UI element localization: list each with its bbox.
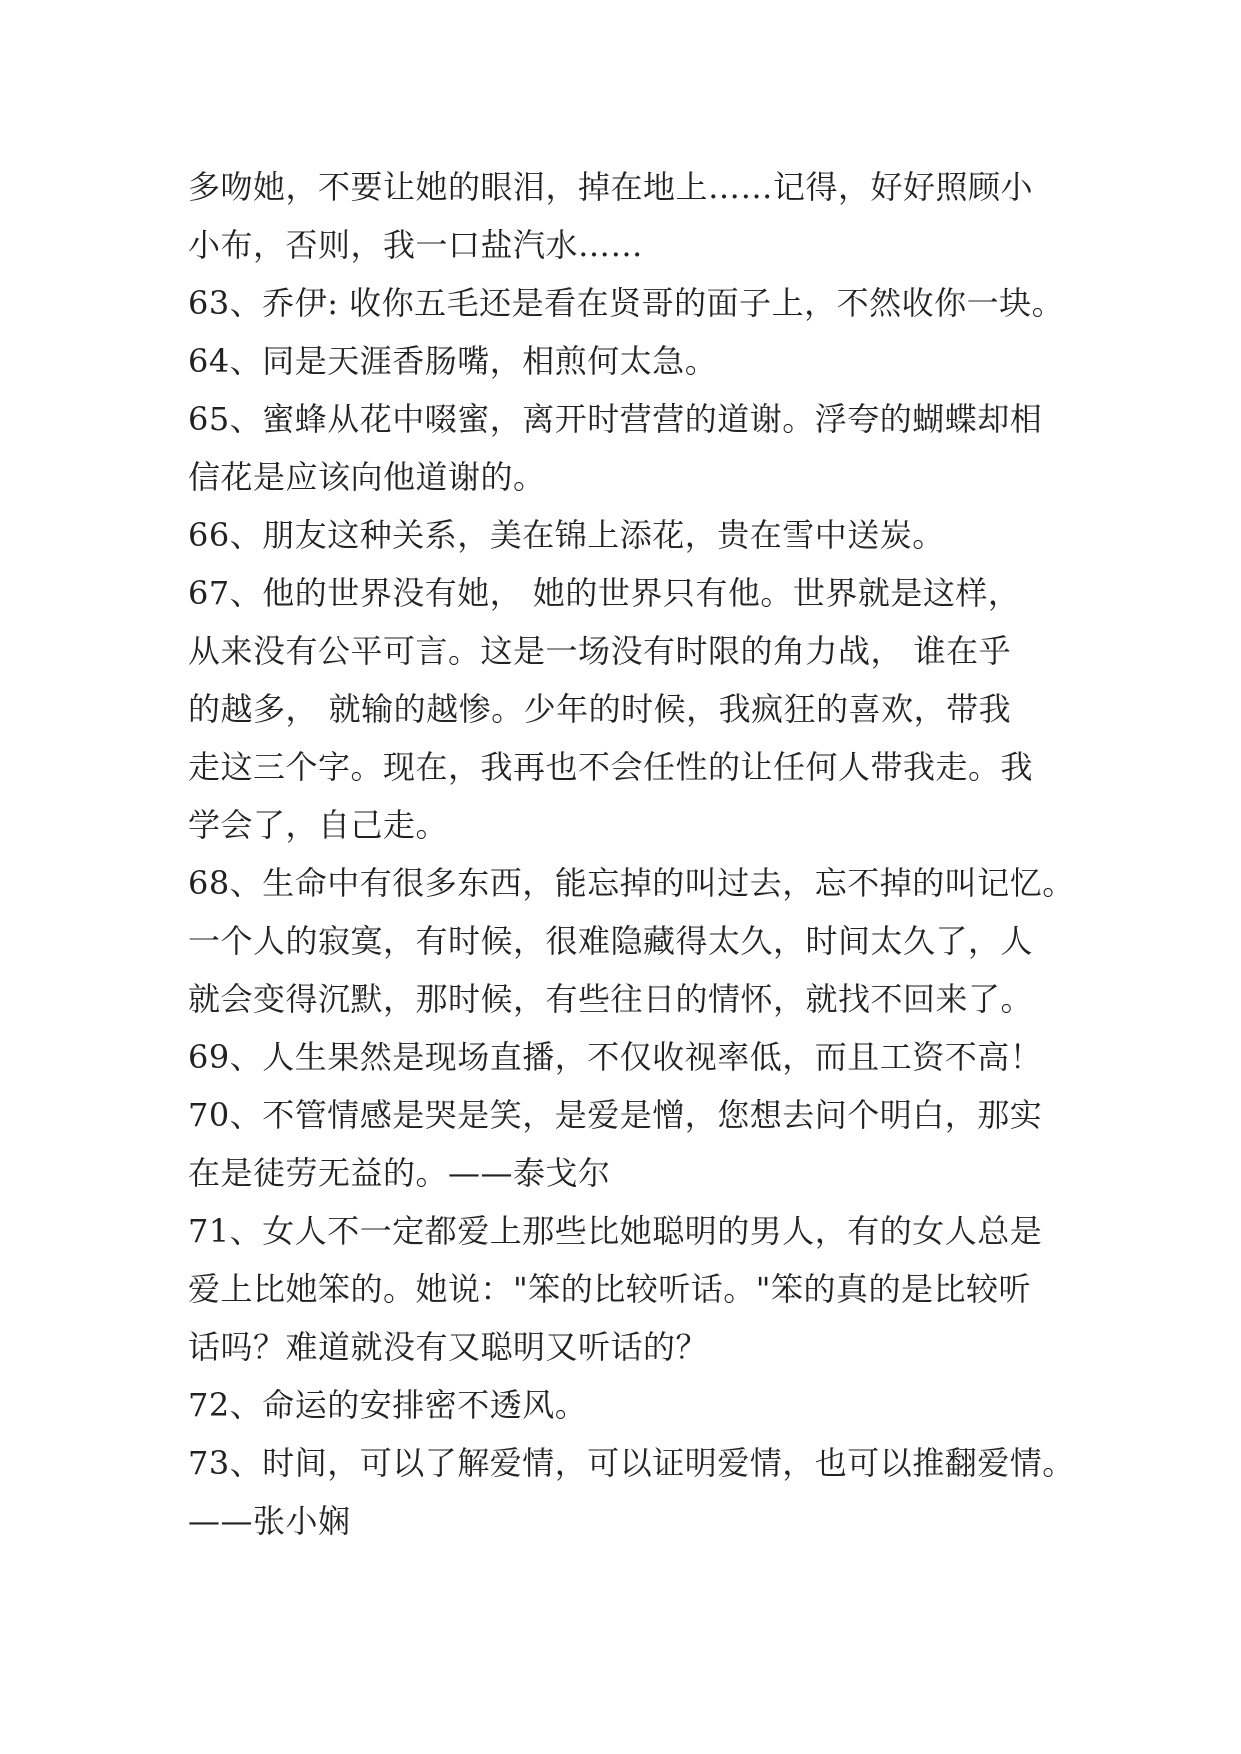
text-line: 67、他的世界没有她， 她的世界只有他。世界就是这样，	[188, 574, 1021, 612]
document-body	[188, 158, 1088, 1550]
text-line: 68、生命中有很多东西，能忘掉的叫过去，忘不掉的叫记忆。	[188, 864, 1075, 902]
text-line: ——张小娴	[188, 1502, 351, 1540]
text-line: 学会了，自己走。	[188, 806, 449, 844]
text-line: 就会变得沉默，那时候，有些往日的情怀，就找不回来了。	[188, 980, 1034, 1018]
text-line: 在是徒劳无益的。——泰戈尔	[188, 1154, 611, 1192]
text-line: 65、蜜蜂从花中啜蜜，离开时营营的道谢。浮夸的蝴蝶却相	[188, 400, 1043, 438]
text-line: 71、女人不一定都爱上那些比她聪明的男人，有的女人总是	[188, 1212, 1043, 1250]
text-line: 信花是应该向他道谢的。	[188, 458, 546, 496]
text-line: 走这三个字。现在，我再也不会任性的让任何人带我走。我	[188, 748, 1034, 786]
text-line: 73、时间，可以了解爱情，可以证明爱情，也可以推翻爱情。	[188, 1444, 1075, 1482]
text-line: 小布，否则，我一口盐汽水……	[188, 226, 644, 264]
text-line: 69、人生果然是现场直播，不仅收视率低，而且工资不高！	[188, 1038, 1043, 1076]
text-line: 爱上比她笨的。她说："笨的比较听话。"笨的真的是比较听	[188, 1270, 1031, 1308]
text-line: 63、乔伊: 收你五毛还是看在贤哥的面子上，不然收你一块。	[188, 284, 1065, 322]
text-line: 的越多， 就输的越惨。少年的时候，我疯狂的喜欢，带我	[188, 690, 1012, 728]
text-line: 多吻她，不要让她的眼泪，掉在地上……记得，好好照顾小	[188, 168, 1034, 206]
text-line: 72、命运的安排密不透风。	[188, 1386, 588, 1424]
text-line: 话吗？难道就没有又聪明又听话的？	[188, 1328, 709, 1366]
text-line: 70、不管情感是哭是笑，是爱是憎，您想去问个明白，那实	[188, 1096, 1043, 1134]
text-line: 一个人的寂寞，有时候，很难隐藏得太久，时间太久了，人	[188, 922, 1034, 960]
text-line: 从来没有公平可言。这是一场没有时限的角力战， 谁在乎	[188, 632, 1012, 670]
text-line: 66、朋友这种关系，美在锦上添花，贵在雪中送炭。	[188, 516, 945, 554]
text-line: 64、同是天涯香肠嘴，相煎何太急。	[188, 342, 718, 380]
